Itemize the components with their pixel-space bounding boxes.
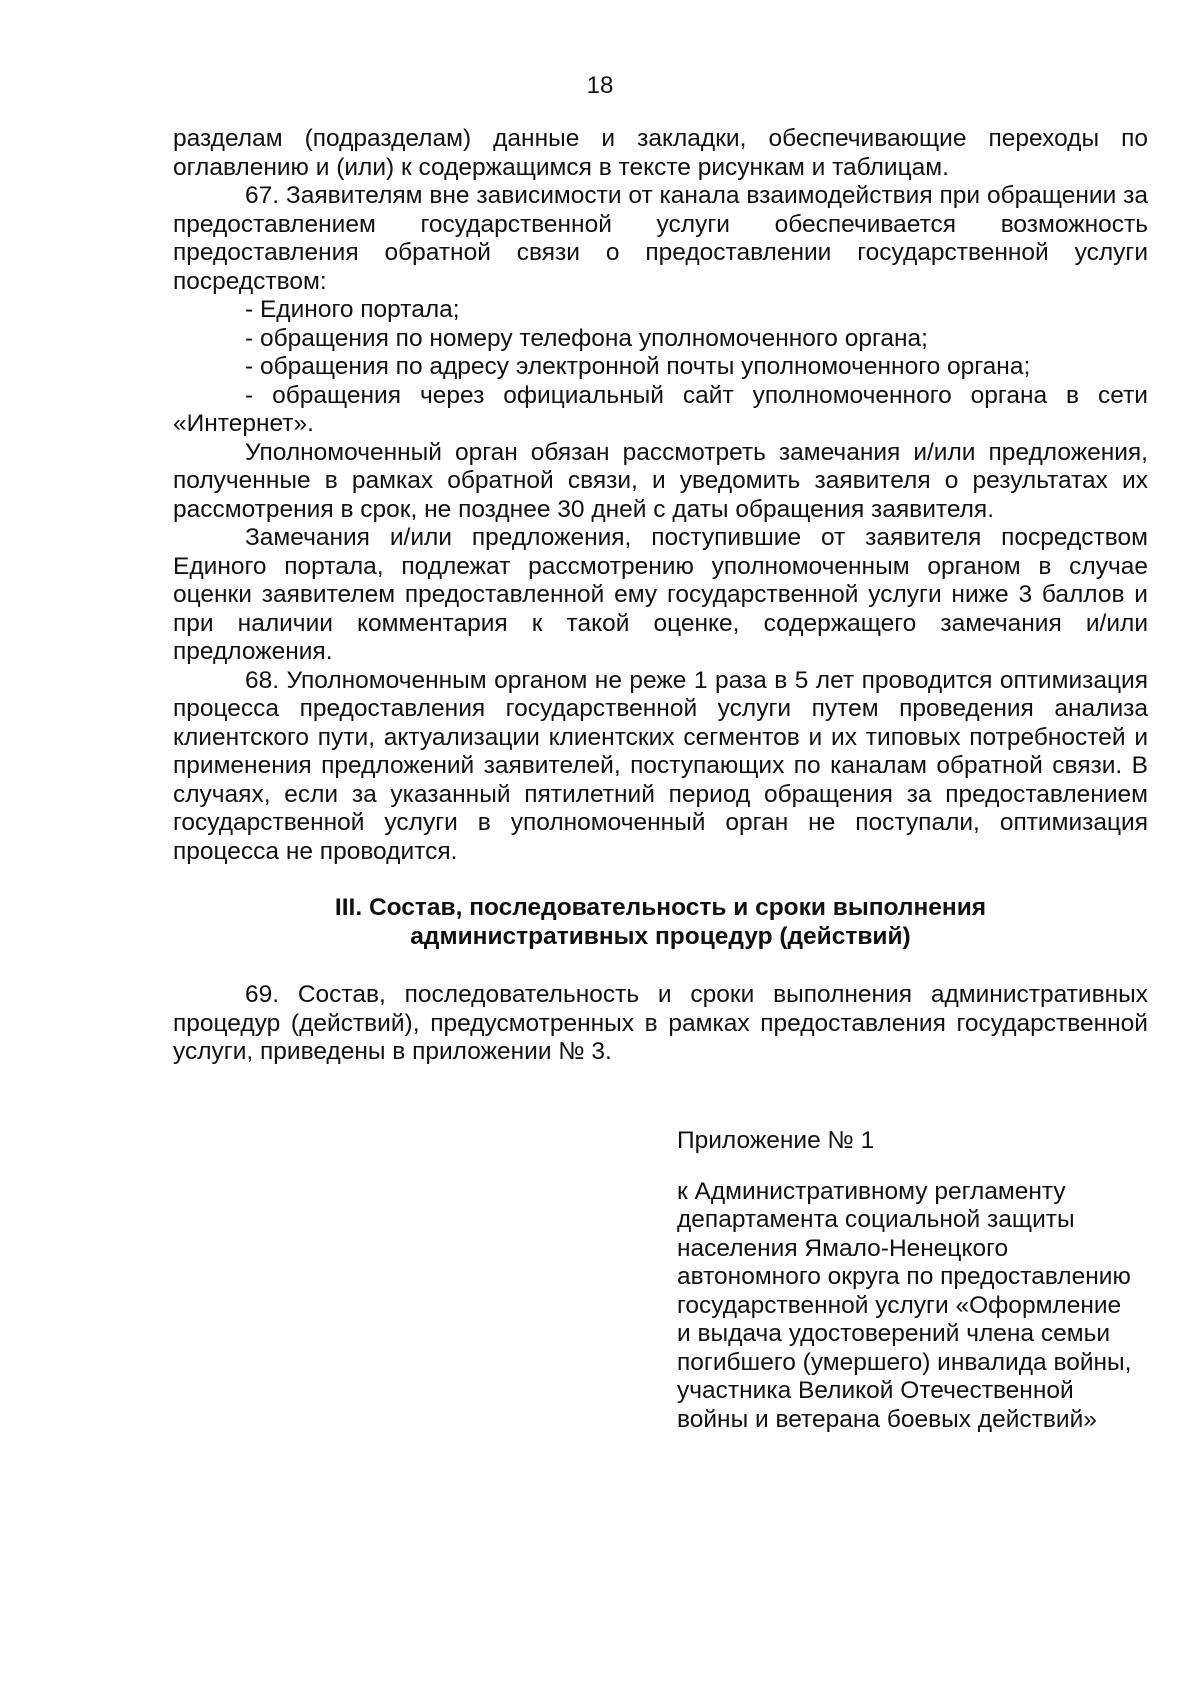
paragraph-obligation: Уполномоченный орган обязан рассмотреть замечания и/или предложения, полученные в рамках обратной связи, и уведомить заявителя о результатах их рассмотрения в срок, не позднее 30 дней с даты обращения заявителя. [173, 438, 1148, 523]
paragraph-remarks: Замечания и/или предложения, поступившие от заявителя посредством Единого портала, подлежат рассмотрению уполномоченным органом в случае оценки заявителем предоставленной ему государственной услуги ниже 3 баллов и при наличии комментария к такой оценке, содержащего замечания и/или предложения. [173, 524, 1148, 665]
appendix-caption: к Административному регламенту департамента социальной защиты населения Ямало-Ненецкого автономного округа по предоставлению государственной услуги «Оформление и выдача удостоверений члена семьи погибшего (умершего) инвалида войны, участника Великой Отечественной войны и ветерана боевых действий» [677, 1177, 1132, 1433]
list-item-portal: - Единого портала; [245, 296, 460, 323]
document-body [173, 125, 1148, 1067]
section-heading-line-1: III. Состав, последовательность и сроки выполнения [334, 894, 987, 921]
appendix-block [677, 1127, 1137, 1434]
paragraph-68: 68. Уполномоченным органом не реже 1 раза в 5 лет проводится оптимизация процесса предоставления государственной услуги путем проведения анализа клиентского пути, актуализации клиентских сегментов и их типовых потребностей и применения предложений заявителей, поступающих по каналам обратной связи. В случаях, если за указанный пятилетний период обращения за предоставлением государственной услуги в уполномоченный орган не поступали, оптимизация процесса не проводится. [173, 666, 1148, 865]
list-item-email: - обращения по адресу электронной почты уполномоченного органа; [245, 353, 1031, 380]
appendix-title: Приложение № 1 [677, 1127, 875, 1154]
paragraph-continuation: разделам (подразделам) данные и закладки, обеспечивающие переходы по оглавлению и (или) к содержащимся в тексте рисункам и таблицам. [173, 125, 1148, 181]
page-number: 18 [586, 72, 614, 99]
section-heading-line-2: административных процедур (действий) [410, 922, 911, 950]
list-item-website: - обращения через официальный сайт уполномоченного органа в сети «Интернет». [173, 381, 1148, 437]
list-item-phone: - обращения по номеру телефона уполномоченного органа; [245, 324, 928, 352]
paragraph-67: 67. Заявителям вне зависимости от канала взаимодействия при обращении за предоставлением государственной услуги обеспечивается возможность предоставления обратной связи о предоставлении государственной услуги посредством: [173, 182, 1148, 295]
paragraph-69: 69. Состав, последовательность и сроки выполнения административных процедур (действий), предусмотренных в рамках предоставления государственной услуги, приведены в приложении № 3. [173, 981, 1148, 1065]
section-heading [173, 894, 1148, 951]
